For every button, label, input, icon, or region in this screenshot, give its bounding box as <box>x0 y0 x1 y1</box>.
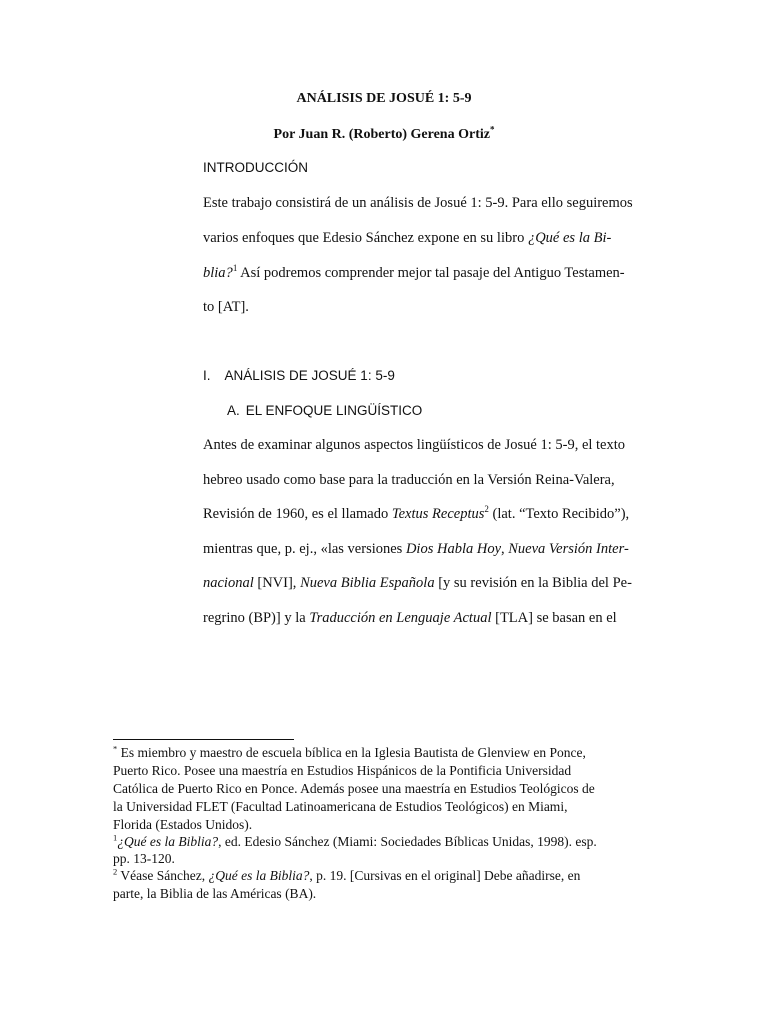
document-title: ANÁLISIS DE JOSUÉ 1: 5-9 <box>296 91 472 106</box>
footnote-1-line-2: pp. 13-120. <box>113 851 175 866</box>
intro-line-2: varios enfoques que Edesio Sánchez expone en su libro ¿Qué es la Bi- <box>203 230 612 246</box>
footnote-separator <box>113 739 294 740</box>
author-line: Por Juan R. (Roberto) Gerena Ortiz* <box>273 124 495 142</box>
footnote-star-line-4: la Universidad FLET (Facultad Latinoamericana de Estudios Teológicos) en Miami, <box>113 799 568 814</box>
body-line-5: nacional [NVI], Nueva Biblia Española [y su revisión en la Biblia del Pe- <box>203 575 632 591</box>
footnote-ref-1[interactable]: 1 <box>232 263 238 274</box>
body-line-1: Antes de examinar algunos aspectos lingüísticos de Josué 1: 5-9, el texto <box>203 437 626 453</box>
intro-line-1: Este trabajo consistirá de un análisis de Josué 1: 5-9. Para ello seguiremos <box>203 195 633 211</box>
intro-heading: INTRODUCCIÓN <box>203 160 308 175</box>
intro-line-4: to [AT]. <box>203 299 249 315</box>
body-line-2: hebreo usado como base para la traducción en la Versión Reina-Valera, <box>203 472 615 488</box>
footnote-ref-2[interactable]: 2 <box>484 504 489 515</box>
intro-line-3: blia?$^1$ Así podremos comprender mejor tal pasaje del Antiguo Testamen- <box>203 263 625 281</box>
footnote-ref-star[interactable]: * <box>489 124 495 135</box>
footnote-2-line-2: parte, la Biblia de las Américas (BA). <box>113 886 317 901</box>
section-1-heading: I. ANÁLISIS DE JOSUÉ 1: 5-9 <box>203 368 395 383</box>
footnote-1-line-1: $^1$¿Qué es la Biblia?, ed. Edesio Sánchez (Miami: Sociedades Bíblicas Unidas, 1998). esp. <box>113 832 597 849</box>
footnote-star-line-5: Florida (Estados Unidos). <box>113 817 253 832</box>
footnote-star-line-2: Puerto Rico. Posee una maestría en Estudios Hispánicos de la Pontificia Universidad <box>113 763 572 778</box>
footnote-2-line-1: $^2$ Véase Sánchez, ¿Qué es la Biblia?, p. 19. [Cursivas en el original] Debe añadirse, en <box>113 866 581 883</box>
footnote-star-line-3: Católica de Puerto Rico en Ponce. Además posee una maestría en Estudios Teológicos de <box>113 781 595 796</box>
section-a-heading: A. EL ENFOQUE LINGÜÍSTICO <box>227 403 423 418</box>
body-line-4: mientras que, p. ej., «las versiones Dios Habla Hoy, Nueva Versión Inter- <box>203 541 629 557</box>
body-line-6: regrino (BP)] y la Traducción en Lenguaje Actual [TLA] se basan en el <box>203 610 617 626</box>
footnote-star-line-1: * Es miembro y maestro de escuela bíblica en la Iglesia Bautista de Glenview en Ponce, <box>113 743 586 760</box>
body-line-3: Revisión de 1960, es el llamado Textus Receptus$^2$ (lat. “Texto Recibido”), <box>203 504 630 522</box>
